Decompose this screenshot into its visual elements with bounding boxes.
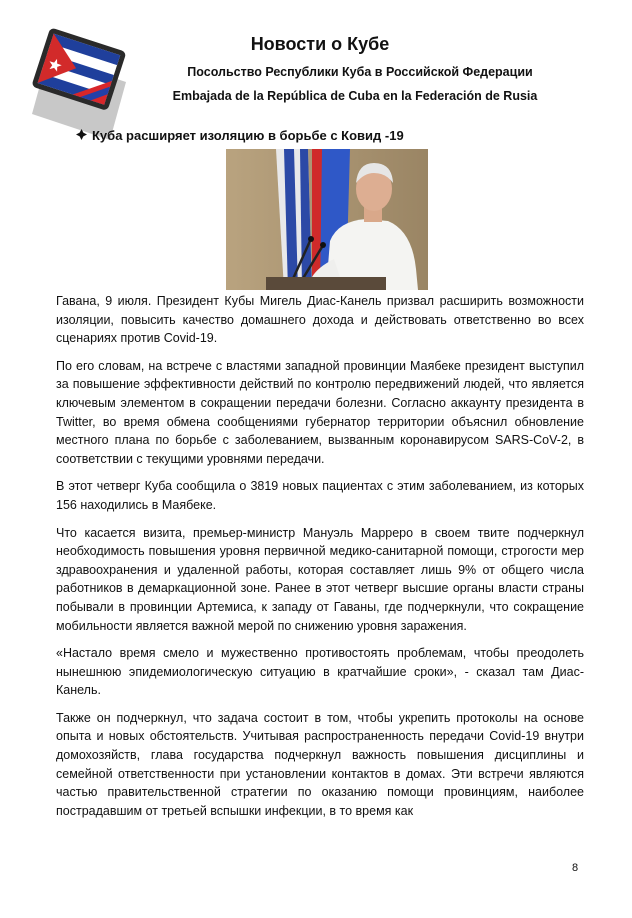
- article-paragraph: По его словам, на встрече с властями западной провинции Маябеке президент выступил за повышение эффективности действий по контролю передвижений людей, что является ключевым элементом в сокращении передачи болезни. Согласно аккаунту президента в Twitter, во время обмена сообщениями губернатор территории объяснил обновление местного плана по борьбе с заболеванием, вызванным коронавирусом SARS-CoV-2, в соответствии с текущими уровнями передачи.: [56, 358, 584, 466]
- article-paragraph: В этот четверг Куба сообщила о 3819 новых пациентах с этим заболеванием, из которых 156 находились в Маябеке.: [56, 479, 584, 512]
- article-paragraph: Также он подчеркнул, что задача состоит в том, чтобы укрепить протоколы на основе опыта и новых обстоятельств. Учитывая распространенность передачи Covid-19 внутри домохозяйств, глава государства подчеркнул важность повышения дисциплины и семейной ответственности при установлении контактов в домах. Эти встречи являются частью правительственной стратегии по оказанию помощи провинциям, наиболее пострадавшим от третьей вспышки инфекции, в то время как: [56, 710, 584, 818]
- article-paragraph: Что касается визита, премьер-министр Мануэль Марреро в своем твите подчеркнул необходимость повышения уровня первичной медико-санитарной помощи, строгости мер здравоохранения и удаленной работы, которая составляет лишь 9% от общего числа работников в демаркационной зоне. Ранее в этот четверг высшие органы власти страны побывали в провинции Артемиса, к западу от Гаваны, где подчеркнули, что сокращение мобильности является важной мерой по снижению уровня заражения.: [56, 525, 584, 633]
- embassy-name-ru: Посольство Республики Куба в Российской Федерации: [187, 65, 533, 79]
- article-paragraph: «Настало время смело и мужественно противостоять проблемам, чтобы преодолеть нынешнюю эпидемиологическую ситуацию в кратчайшие сроки», - сказал там Диас-Канель.: [56, 646, 584, 698]
- embassy-name-es: Embajada de la República de Cuba en la Federación de Rusia: [172, 89, 538, 103]
- diamond-bullet-icon: [76, 128, 92, 143]
- article-paragraph: Гавана, 9 июля. Президент Кубы Мигель Диас-Канель призвал расширить возможности изоляции, повысить качество домашнего дохода и действовать ответственно во всех сценариях против Covid-19.: [56, 294, 584, 346]
- page-title: Новости о Кубе: [250, 34, 390, 54]
- cuba-russia-flags-tablet-icon: [30, 22, 126, 142]
- article-headline: [76, 128, 404, 143]
- page-number: 8: [572, 862, 579, 874]
- article-body: [56, 292, 584, 829]
- article-headline-text: Куба расширяет изоляцию в борьбе с Ковид -19: [92, 128, 404, 143]
- president-speaking-photo: [226, 149, 428, 290]
